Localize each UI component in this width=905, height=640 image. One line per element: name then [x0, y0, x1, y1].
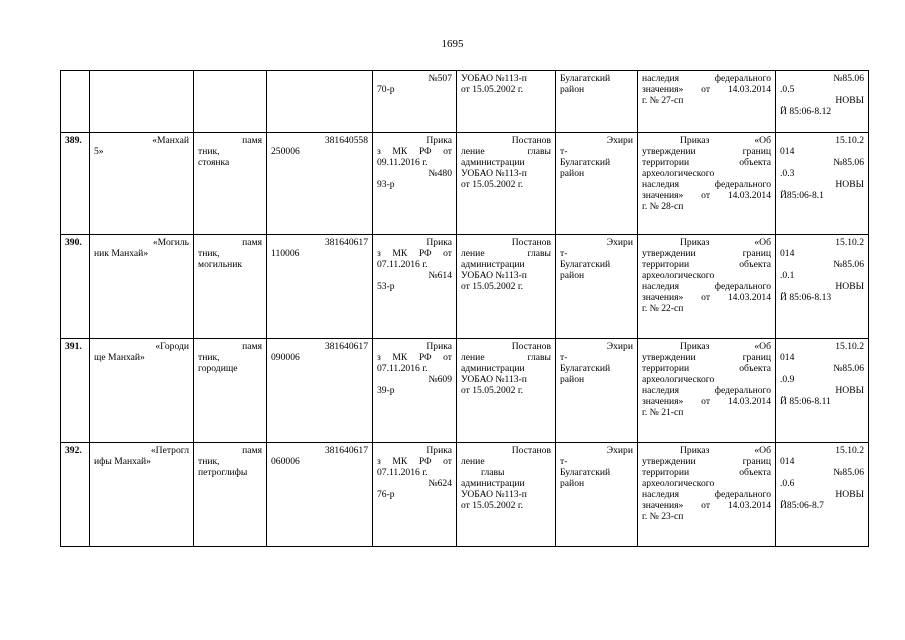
cell-prikaz: [638, 339, 776, 443]
type-line: городище: [198, 363, 238, 374]
reg-line: НОВЫ: [835, 489, 864, 500]
table-row: [61, 133, 869, 235]
cad-line: 250006: [271, 146, 300, 157]
cell-prikaz: [638, 443, 776, 547]
type-line: памя: [242, 135, 262, 146]
cell-registration: [776, 71, 869, 133]
location-line: Эхири: [606, 135, 633, 146]
prikaz-line: утверждении границ: [642, 456, 771, 467]
prikaz-line: наследия федерального: [642, 73, 771, 84]
cell-location: [556, 71, 638, 133]
reg-line: 014: [780, 456, 795, 467]
reg-line: НОВЫ: [835, 281, 864, 292]
cell-order: [373, 71, 457, 133]
prikaz-line: археологического: [642, 270, 715, 281]
prikaz-line: утверждении границ: [642, 248, 771, 259]
reg-line: Й 85:06-8.11: [780, 396, 831, 407]
order-line: 70-р: [377, 84, 395, 95]
prikaz-line: археологического: [642, 374, 715, 385]
name-line: «Могиль: [152, 237, 189, 248]
cad-line: 110006: [271, 248, 300, 259]
decree-line: Постанов: [511, 237, 551, 248]
order-line: з МК РФ от: [377, 352, 452, 363]
decree-line: администрации: [461, 478, 525, 489]
cell-num: [61, 71, 90, 133]
cell-registration: [776, 235, 869, 339]
cell-name: [90, 443, 194, 547]
prikaz-line: г. № 27-сп: [642, 95, 684, 106]
name-line: 5»: [94, 146, 104, 157]
cell-cadastral: [267, 235, 373, 339]
cell-type: [194, 339, 267, 443]
order-line: №624: [428, 478, 452, 489]
reg-line: 15.10.2: [835, 445, 864, 456]
reg-line: №85.06: [833, 363, 864, 374]
cell-prikaz: [638, 235, 776, 339]
decree-line: от 15.05.2002 г.: [461, 500, 524, 511]
location-line: район: [560, 374, 585, 385]
decree-line: УОБАО №113-п: [461, 489, 527, 500]
prikaz-line: Приказ «Об: [680, 341, 771, 352]
decree-line: ление главы: [461, 248, 551, 259]
decree-line: ление главы: [461, 146, 551, 157]
name-line: ник Манхай»: [94, 248, 149, 259]
name-line: «Манхай: [152, 135, 189, 146]
decree-line: от 15.05.2002 г.: [461, 84, 524, 95]
order-line: Прика: [426, 445, 452, 456]
prikaz-line: значения» от 14.03.2014: [642, 190, 771, 201]
cell-name: [90, 71, 194, 133]
name-line: «Городи: [155, 341, 189, 352]
location-line: район: [560, 168, 585, 179]
cell-order: [373, 235, 457, 339]
order-line: №614: [428, 270, 452, 281]
prikaz-line: археологического: [642, 168, 715, 179]
location-line: Булагатский: [560, 259, 611, 270]
cad-line: 060006: [271, 456, 300, 467]
cell-num: 390.: [61, 235, 90, 339]
reg-line: НОВЫ: [835, 95, 864, 106]
decree-line: администрации: [461, 259, 525, 270]
prikaz-line: археологического: [642, 478, 715, 489]
order-line: з МК РФ от: [377, 456, 452, 467]
reg-line: НОВЫ: [835, 179, 864, 190]
prikaz-line: территории объекта: [642, 363, 771, 374]
order-line: №609: [428, 374, 452, 385]
cell-location: [556, 443, 638, 547]
prikaz-line: значения» от 14.03.2014: [642, 292, 771, 303]
type-line: памя: [242, 445, 262, 456]
reg-line: .0.3: [780, 168, 795, 179]
reg-line: №85.06: [833, 157, 864, 168]
cell-decree: [457, 71, 556, 133]
order-line: 93-р: [377, 179, 395, 190]
cad-line: 381640558: [324, 135, 368, 146]
location-line: т-: [560, 456, 568, 467]
reg-line: .0.9: [780, 374, 795, 385]
prikaz-line: значения» от 14.03.2014: [642, 84, 771, 95]
cell-registration: [776, 133, 869, 235]
decree-line: УОБАО №113-п: [461, 168, 527, 179]
reg-line: НОВЫ: [835, 385, 864, 396]
name-line: ифы Манхай»: [94, 456, 151, 467]
order-line: №507: [428, 73, 452, 84]
prikaz-line: наследия федерального: [642, 489, 771, 500]
cell-order: [373, 339, 457, 443]
cell-num: 392.: [61, 443, 90, 547]
reg-line: 15.10.2: [835, 341, 864, 352]
reg-line: .0.5: [780, 84, 795, 95]
prikaz-line: Приказ «Об: [680, 237, 771, 248]
reg-line: .0.1: [780, 270, 795, 281]
decree-line: УОБАО №113-п: [461, 270, 527, 281]
cell-decree: [457, 339, 556, 443]
order-line: з МК РФ от: [377, 146, 452, 157]
prikaz-line: наследия федерального: [642, 179, 771, 190]
prikaz-line: г. № 23-сп: [642, 511, 684, 522]
cell-type: [194, 71, 267, 133]
location-line: т-: [560, 352, 568, 363]
decree-line: от 15.05.2002 г.: [461, 179, 524, 190]
cell-name: [90, 339, 194, 443]
location-line: т-: [560, 248, 568, 259]
cell-registration: [776, 443, 869, 547]
decree-line: администрации: [461, 157, 525, 168]
type-line: петроглифы: [198, 467, 248, 478]
table-row: [61, 443, 869, 547]
location-line: Эхири: [606, 237, 633, 248]
prikaz-line: Приказ «Об: [680, 445, 771, 456]
reg-line: Й85:06-8.1: [780, 190, 824, 201]
type-line: тник,: [198, 248, 220, 259]
decree-line: Постанов: [511, 341, 551, 352]
page-number: 1695: [441, 38, 464, 50]
prikaz-line: территории объекта: [642, 157, 771, 168]
cell-type: [194, 235, 267, 339]
reg-line: 014: [780, 352, 795, 363]
cell-name: [90, 235, 194, 339]
cell-cadastral: [267, 133, 373, 235]
type-line: тник,: [198, 352, 220, 363]
cell-location: [556, 235, 638, 339]
cell-location: [556, 339, 638, 443]
order-line: 07.11.2016 г.: [377, 363, 428, 374]
cell-registration: [776, 339, 869, 443]
decree-line: главы: [481, 467, 505, 478]
name-line: ще Манхай»: [94, 352, 145, 363]
registry-table: [60, 70, 869, 547]
prikaz-line: Приказ «Об: [680, 135, 771, 146]
prikaz-line: утверждении границ: [642, 146, 771, 157]
prikaz-line: г. № 22-сп: [642, 303, 684, 314]
cell-name: [90, 133, 194, 235]
order-line: 09.11.2016 г.: [377, 157, 428, 168]
cell-prikaz: [638, 71, 776, 133]
reg-line: №85.06: [833, 259, 864, 270]
location-line: район: [560, 84, 585, 95]
type-line: тник,: [198, 146, 220, 157]
location-line: Булагатский: [560, 73, 611, 84]
prikaz-line: значения» от 14.03.2014: [642, 500, 771, 511]
order-line: 53-р: [377, 281, 395, 292]
location-line: Булагатский: [560, 157, 611, 168]
prikaz-line: территории объекта: [642, 259, 771, 270]
reg-line: 15.10.2: [835, 237, 864, 248]
cell-order: [373, 443, 457, 547]
prikaz-line: г. № 21-сп: [642, 407, 684, 418]
cell-location: [556, 133, 638, 235]
cell-order: [373, 133, 457, 235]
order-line: Прика: [426, 341, 452, 352]
location-line: Булагатский: [560, 467, 611, 478]
reg-line: №85.06: [833, 467, 864, 478]
type-line: могильник: [198, 259, 243, 270]
order-line: з МК РФ от: [377, 248, 452, 259]
location-line: Эхири: [606, 341, 633, 352]
location-line: район: [560, 270, 585, 281]
prikaz-line: наследия федерального: [642, 385, 771, 396]
cad-line: 381640617: [324, 237, 368, 248]
reg-line: .0.6: [780, 478, 795, 489]
prikaz-line: значения» от 14.03.2014: [642, 396, 771, 407]
cell-cadastral: [267, 443, 373, 547]
order-line: Прика: [426, 237, 452, 248]
cell-num: 391.: [61, 339, 90, 443]
order-line: Прика: [426, 135, 452, 146]
order-line: 39-р: [377, 385, 395, 396]
prikaz-line: г. № 28-сп: [642, 201, 684, 212]
order-line: 07.11.2016 г.: [377, 259, 428, 270]
cad-line: 381640617: [324, 341, 368, 352]
reg-line: 15.10.2: [835, 135, 864, 146]
cell-cadastral: [267, 339, 373, 443]
cell-type: [194, 133, 267, 235]
decree-line: УОБАО №113-п: [461, 374, 527, 385]
decree-line: ление главы: [461, 352, 551, 363]
decree-line: от 15.05.2002 г.: [461, 385, 524, 396]
reg-line: Й 85:06-8.12: [780, 106, 832, 117]
location-line: Эхири: [606, 445, 633, 456]
reg-line: Й 85:06-8.13: [780, 292, 832, 303]
cell-decree: [457, 235, 556, 339]
table-row: [61, 235, 869, 339]
reg-line: Й85:06-8.7: [780, 500, 824, 511]
decree-line: ление: [461, 456, 485, 467]
cell-num: 389.: [61, 133, 90, 235]
cell-prikaz: [638, 133, 776, 235]
decree-line: Постанов: [511, 445, 551, 456]
prikaz-line: наследия федерального: [642, 281, 771, 292]
prikaz-line: утверждении границ: [642, 352, 771, 363]
cell-type: [194, 443, 267, 547]
order-line: 07.11.2016 г.: [377, 467, 428, 478]
order-line: 76-р: [377, 489, 395, 500]
reg-line: 014: [780, 248, 795, 259]
type-line: памя: [242, 341, 262, 352]
decree-line: администрации: [461, 363, 525, 374]
table-row: [61, 339, 869, 443]
location-line: т-: [560, 146, 568, 157]
name-line: «Петрогл: [150, 445, 189, 456]
cell-decree: [457, 133, 556, 235]
type-line: памя: [242, 237, 262, 248]
location-line: Булагатский: [560, 363, 611, 374]
cad-line: 090006: [271, 352, 300, 363]
reg-line: №85.06: [833, 73, 864, 84]
cell-decree: [457, 443, 556, 547]
type-line: тник,: [198, 456, 220, 467]
decree-line: УОБАО №113-п: [461, 73, 527, 84]
location-line: район: [560, 478, 585, 489]
decree-line: от 15.05.2002 г.: [461, 281, 524, 292]
type-line: стоянка: [198, 157, 230, 168]
prikaz-line: территории объекта: [642, 467, 771, 478]
cell-cadastral: [267, 71, 373, 133]
table-row-continuation: [61, 71, 869, 133]
decree-line: Постанов: [511, 135, 551, 146]
reg-line: 014: [780, 146, 795, 157]
cad-line: 381640617: [324, 445, 368, 456]
order-line: №480: [428, 168, 452, 179]
